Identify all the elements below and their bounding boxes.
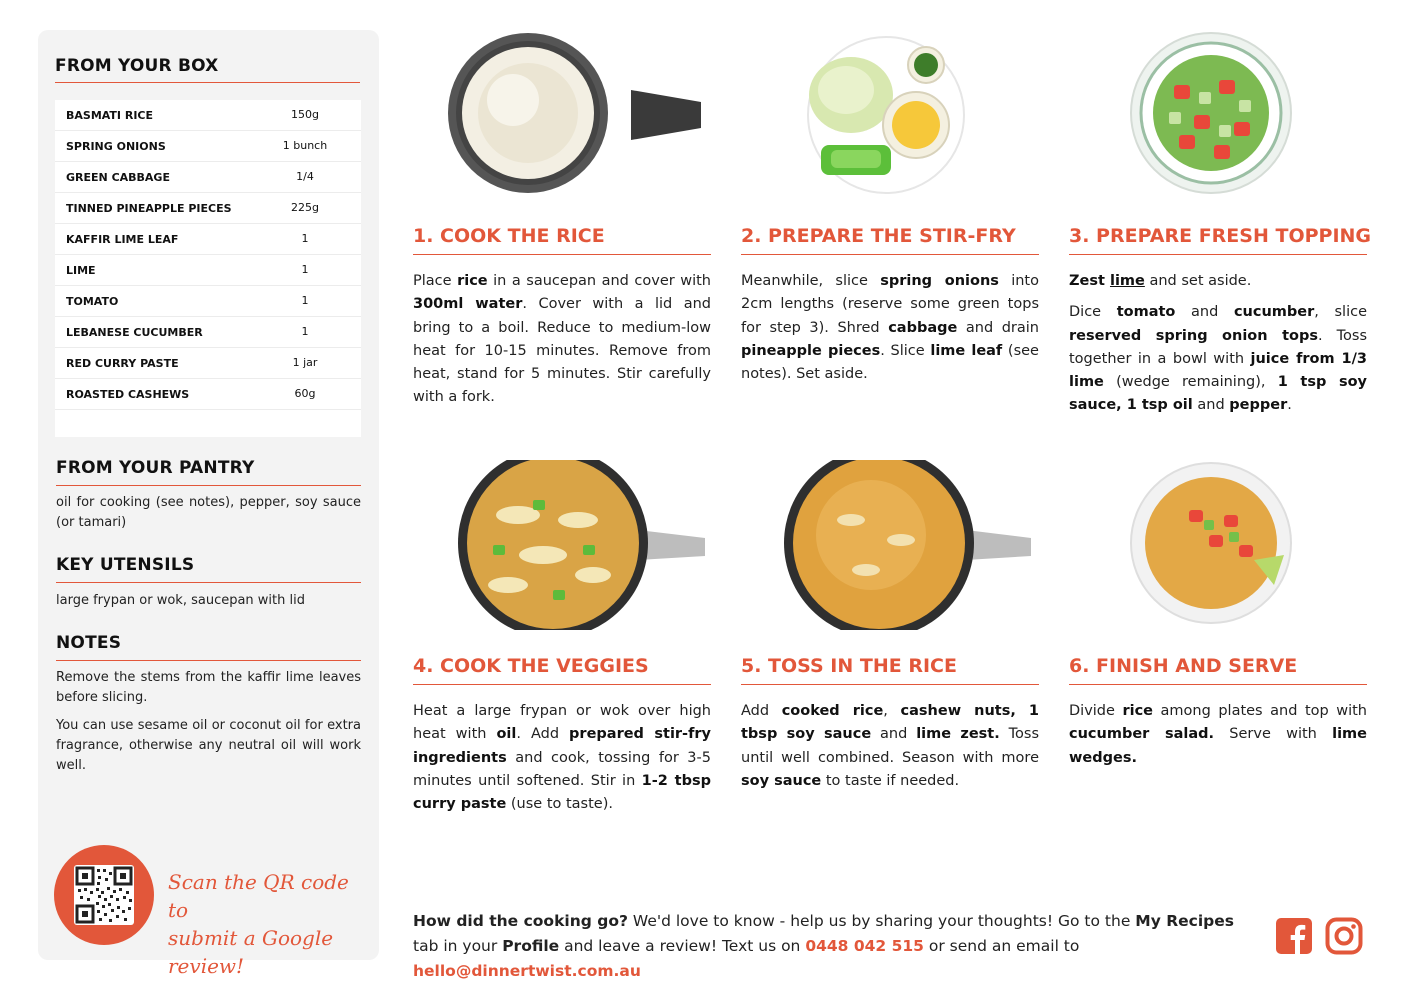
body-text: .: [1287, 397, 1292, 414]
ingredient-name: BASMATI RICE: [66, 109, 154, 122]
body-text: . Cover with a lid and bring to a boil. Reduce to medium-low heat for 10-15 minutes. Remove from heat, stand for 5 minutes. Stir carefully with a fork.: [413, 296, 711, 406]
feedback-text: [413, 909, 1263, 984]
cooking-veggies-photo: [413, 460, 711, 630]
ingredient-name: LIME: [66, 264, 96, 277]
emphasis-text: juice from 1/3 lime: [1069, 350, 1367, 391]
qr-caption-line-2: submit a Google review!: [168, 926, 334, 978]
ingredient-qty: 225g: [291, 201, 319, 214]
emphasis-text: tomato: [1116, 304, 1176, 321]
qr-caption: [168, 868, 368, 980]
pantry-text: oil for cooking (see notes), pepper, soy sauce (or tamari): [56, 495, 361, 530]
emphasis-text: 300ml water: [413, 296, 523, 313]
body-text: and: [1175, 304, 1234, 321]
divider: [56, 485, 361, 486]
utensils-text: large frypan or wok, saucepan with lid: [56, 593, 305, 608]
qr-caption-line-1: Scan the QR code to: [168, 870, 349, 922]
pantry-title: FROM YOUR PANTRY: [56, 458, 255, 478]
divider: [741, 254, 1039, 255]
emphasis-text: How did the cooking go?: [413, 912, 628, 930]
body-text: or send an email to: [923, 937, 1080, 955]
ingredient-name: TINNED PINEAPPLE PIECES: [66, 202, 232, 215]
divider: [1069, 684, 1367, 685]
body-text: into 2cm lengths (reserve some green tops for step 3). Shred: [741, 273, 1039, 336]
body-text: (see notes). Set aside.: [741, 342, 1039, 383]
body-text: (use to taste).: [506, 796, 613, 813]
table-row: [55, 348, 361, 379]
note-2: You can use sesame oil or coconut oil for extra fragrance, otherwise any neutral oil will work well.: [56, 718, 361, 773]
emphasis-text: Zest: [1069, 273, 1110, 289]
emphasis-text: lime wedges.: [1069, 726, 1367, 766]
rice-pot-photo: [413, 30, 711, 200]
step-body: [741, 700, 1039, 793]
body-text: . Slice: [880, 342, 931, 359]
emphasis-text: cucumber salad.: [1069, 726, 1215, 743]
note-1: Remove the stems from the kaffir lime leaves before slicing.: [56, 670, 361, 705]
sidebar: [38, 30, 379, 978]
instagram-icon[interactable]: [1325, 917, 1363, 955]
body-text: and: [1192, 397, 1230, 414]
emphasis-text: lime leaf: [930, 342, 1003, 359]
ingredients-table: [55, 100, 361, 437]
body-text: We'd love to know - help us by sharing your thoughts! Go to the: [627, 912, 1136, 930]
emphasis-text: reserved spring onion tops: [1069, 327, 1318, 344]
body-text: and leave a review! Text us on: [559, 937, 806, 955]
table-row: [55, 162, 361, 193]
stir-fry-prep-photo: [741, 30, 1039, 200]
emphasis-text: rice: [1122, 703, 1154, 719]
body-text: Add: [741, 703, 782, 719]
body-text: Toss until well combined. Season with more: [741, 726, 1039, 766]
table-row: [55, 379, 361, 410]
step-title: 3. PREPARE FRESH TOPPING: [1069, 225, 1372, 247]
emphasis-text: lime: [1109, 273, 1145, 289]
emphasis-text: cooked rice: [781, 703, 884, 719]
emphasis-text: pineapple pieces: [741, 342, 881, 359]
divider: [413, 684, 711, 685]
emphasis-text: cabbage: [888, 319, 958, 336]
body-text: and: [871, 726, 917, 743]
step-title: 4. COOK THE VEGGIES: [413, 655, 649, 677]
ingredient-qty: 1 jar: [292, 356, 318, 369]
ingredient-name: ROASTED CASHEWS: [66, 388, 190, 401]
ingredient-name: LEBANESE CUCUMBER: [66, 326, 203, 339]
divider: [56, 660, 361, 661]
body-text: Place: [413, 273, 458, 289]
notes-title: NOTES: [56, 633, 122, 653]
body-text: and drain: [957, 319, 1039, 336]
emphasis-text: Profile: [502, 937, 560, 955]
step-body: [1069, 270, 1367, 418]
body-text: tab in your: [413, 937, 503, 955]
emphasis-text: prepared stir-fry ingredients: [413, 726, 711, 766]
emphasis-text: 1 tsp soy sauce, 1 tsp oil: [1069, 374, 1368, 414]
divider: [56, 582, 361, 583]
divider: [741, 684, 1039, 685]
step-body: [413, 700, 711, 816]
divider: [413, 254, 711, 255]
body-text: in a saucepan and cover with: [487, 273, 711, 289]
table-row: [55, 193, 361, 224]
ingredient-qty: 1: [301, 263, 309, 276]
step-title: 6. FINISH AND SERVE: [1069, 655, 1298, 677]
step-title: 5. TOSS IN THE RICE: [741, 655, 957, 677]
emphasis-text: cucumber: [1233, 304, 1315, 321]
ingredient-name: SPRING ONIONS: [66, 140, 166, 153]
table-row: [55, 255, 361, 286]
divider: [55, 82, 360, 83]
qr-badge[interactable]: [54, 845, 154, 945]
ingredient-qty: 1/4: [296, 170, 314, 183]
step-body: [1069, 700, 1367, 770]
body-text: Divide: [1069, 703, 1123, 719]
table-row: [55, 317, 361, 348]
ingredient-qty: 1: [301, 294, 309, 307]
body-text: ,: [883, 703, 901, 719]
ingredient-qty: 1: [301, 232, 309, 245]
step-body: [741, 270, 1039, 386]
ingredient-name: RED CURRY PASTE: [66, 357, 179, 370]
ingredient-qty: 1: [301, 325, 309, 338]
finished-dish-photo: [1069, 460, 1367, 630]
table-row: [55, 131, 361, 162]
table-row: [55, 286, 361, 317]
emphasis-text: rice: [457, 273, 488, 289]
body-text: Heat a large frypan or wok over high heat with: [413, 703, 711, 743]
tossed-rice-photo: [741, 460, 1039, 630]
emphasis-text: 1-2 tbsp curry paste: [413, 772, 711, 813]
table-row: [55, 100, 361, 131]
emphasis-text: cashew nuts, 1 tbsp soy sauce: [741, 703, 1040, 743]
step-body: [413, 270, 711, 410]
ingredient-qty: 1 bunch: [282, 139, 328, 152]
body-text: to taste if needed.: [821, 772, 960, 789]
ingredient-name: KAFFIR LIME LEAF: [66, 233, 179, 246]
body-text: . Toss together in a bowl with: [1069, 327, 1368, 367]
emphasis-text: My Recipes: [1135, 912, 1234, 930]
body-text: Dice: [1069, 304, 1117, 321]
emphasis-text: soy sauce: [741, 772, 822, 789]
contact-link[interactable]: hello@dinnertwist.com.au: [413, 962, 641, 980]
body-text: . Add: [516, 726, 570, 743]
ingredient-name: GREEN CABBAGE: [66, 171, 170, 184]
body-text: and set aside.: [1144, 273, 1252, 289]
qr-code-icon[interactable]: [74, 865, 134, 925]
body-text: , slice: [1314, 304, 1367, 321]
ingredient-name: TOMATO: [66, 295, 119, 308]
body-text: and cook, tossing for 3-5 minutes until softened. Stir in: [413, 749, 711, 789]
emphasis-text: pepper: [1229, 397, 1288, 414]
step-title: 1. COOK THE RICE: [413, 225, 605, 247]
ingredient-qty: 150g: [291, 108, 319, 121]
body-text: Serve with: [1214, 726, 1333, 743]
box-title: FROM YOUR BOX: [55, 56, 219, 76]
step-title: 2. PREPARE THE STIR-FRY: [741, 225, 1016, 247]
contact-link[interactable]: 0448 042 515: [805, 937, 924, 955]
fresh-topping-photo: [1069, 30, 1367, 200]
body-text: among plates and top with: [1153, 703, 1367, 719]
emphasis-text: lime zest.: [916, 726, 1000, 743]
divider: [1069, 254, 1367, 255]
emphasis-text: oil: [496, 726, 517, 743]
emphasis-text: spring onions: [880, 273, 999, 289]
body-text: Meanwhile, slice: [741, 273, 881, 289]
body-text: (wedge remaining),: [1103, 374, 1278, 391]
facebook-icon[interactable]: [1275, 917, 1313, 955]
table-row: [55, 224, 361, 255]
utensils-title: KEY UTENSILS: [56, 555, 195, 575]
ingredient-qty: 60g: [294, 387, 316, 400]
